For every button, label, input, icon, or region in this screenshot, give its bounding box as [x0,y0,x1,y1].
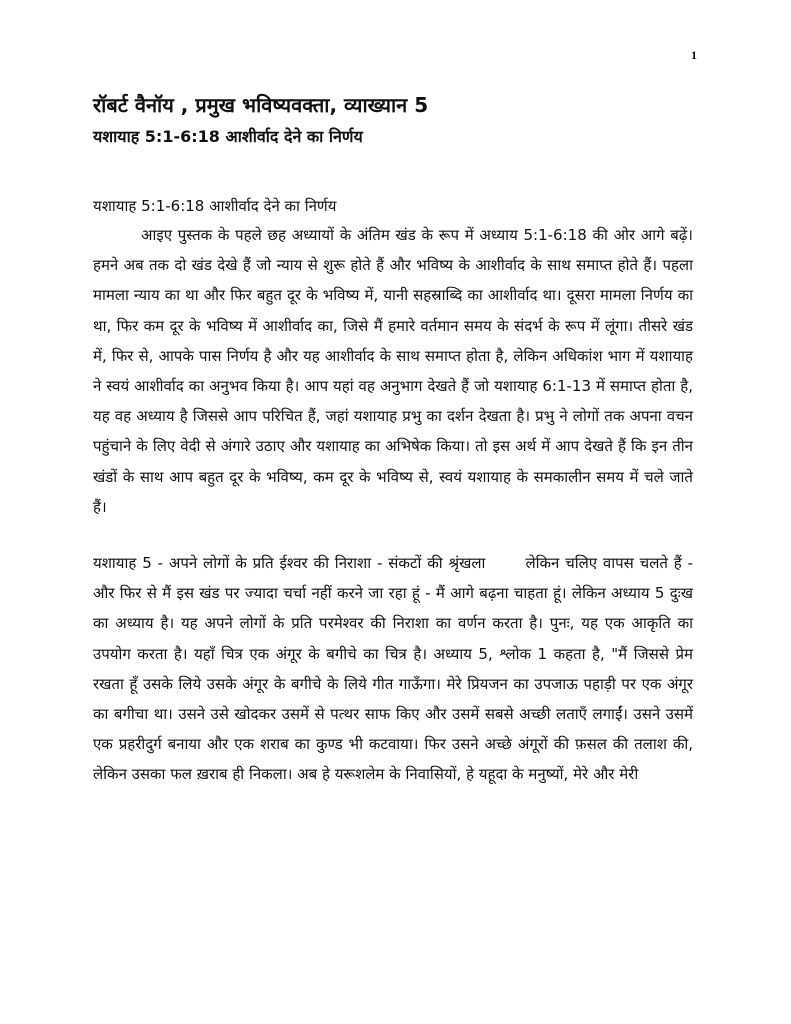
section-2-body: लेकिन चलिए वापस चलते हैं - और फिर से मैं इस खंड पर ज्यादा चर्चा नहीं करने जा रहा हूं - मैं आगे बढ़ना चाहता हूं। लेकिन अध्याय 5 दुःख का अध्याय है। यह अपने लोगों के प्रति परमेश्वर की निराशा का वर्णन करता है। पुनः, यह एक आकृति का उपयोग करता है। यहाँ चित्र एक अंगूर के बगीचे का चित्र है। अध्याय 5, श्लोक 1 कहता है, "मैं जिससे प्रेम रखता हूँ उसके लिये उसके अंगूर के बगीचे के लिये गीत गाऊँगा। मेरे प्रियजन का उपजाऊ पहाड़ी पर एक अंगूर का बगीचा था। उसने उसे खोदकर उसमें से पत्थर साफ किए और उसमें सबसे अच्छी लताएँ लगाईं। उसने उसमें एक प्रहरीदुर्ग बनाया और एक शराब का कुण्ड भी कटवाया। फिर उसने अच्छे अंगूरों की फ़सल की तलाश की, लेकिन उसका फल ख़राब ही निकला। अब हे यरूशलेम के निवासियों, हे यहूदा के मनुष्यों, मेरे और मेरी [93,554,694,784]
section-1-heading: यशायाह 5:1-6:18 आशीर्वाद देने का निर्णय [93,197,337,215]
section-1-paragraph: आइए पुस्तक के पहले छह अध्यायों के अंतिम खंड के रूप में अध्याय 5:1-6:18 की ओर आगे बढ़ें। हमने अब तक दो खंड देखे हैं जो न्याय से शुरू होते हैं और भविष्य के आशीर्वाद के साथ समाप्त होते हैं। पहला मामला न्याय का था और फिर बहुत दूर के भविष्य में, यानी सहस्राब्दि का आशीर्वाद था। दूसरा मामला निर्णय का था, फिर कम दूर के भविष्य में आशीर्वाद का, जिसे मैं हमारे वर्तमान समय के संदर्भ के रूप में लूंगा। तीसरे खंड में, फिर से, आपके पास निर्णय है और यह आशीर्वाद के साथ समाप्त होता है, लेकिन अधिकांश भाग में यशायाह ने स्वयं आशीर्वाद का अनुभव किया है। आप यहां वह अनुभाग देखते हैं जो यशायाह 6:1-13 में समाप्त होता है, यह वह अध्याय है जिससे आप परिचित हैं, जहां यशायाह प्रभु का दर्शन देखता है। प्रभु ने लोगों तक अपना वचन पहुंचाने के लिए वेदी से अंगारे उठाए और यशायाह का अभिषेक किया। तो इस अर्थ में आप देखते हैं कि इन तीन खंडों के साथ आप बहुत दूर के भविष्य, कम दूर के भविष्य से, स्वयं यशायाह के समकालीन समय में चले जाते हैं। [93,226,693,516]
page-number: 1 [691,48,697,62]
lecture-title: रॉबर्ट वैनॉय , प्रमुख भविष्यवक्ता, व्याख्यान 5 [93,93,429,117]
lecture-subtitle: यशायाह 5:1-6:18 आशीर्वाद देने का निर्णय [93,127,363,146]
document-body [93,90,693,790]
section-2-heading: यशायाह 5 - अपने लोगों के प्रति ईश्वर की निराशा - संकटों की श्रृंखला [93,554,486,573]
section-2-paragraph [93,548,693,790]
